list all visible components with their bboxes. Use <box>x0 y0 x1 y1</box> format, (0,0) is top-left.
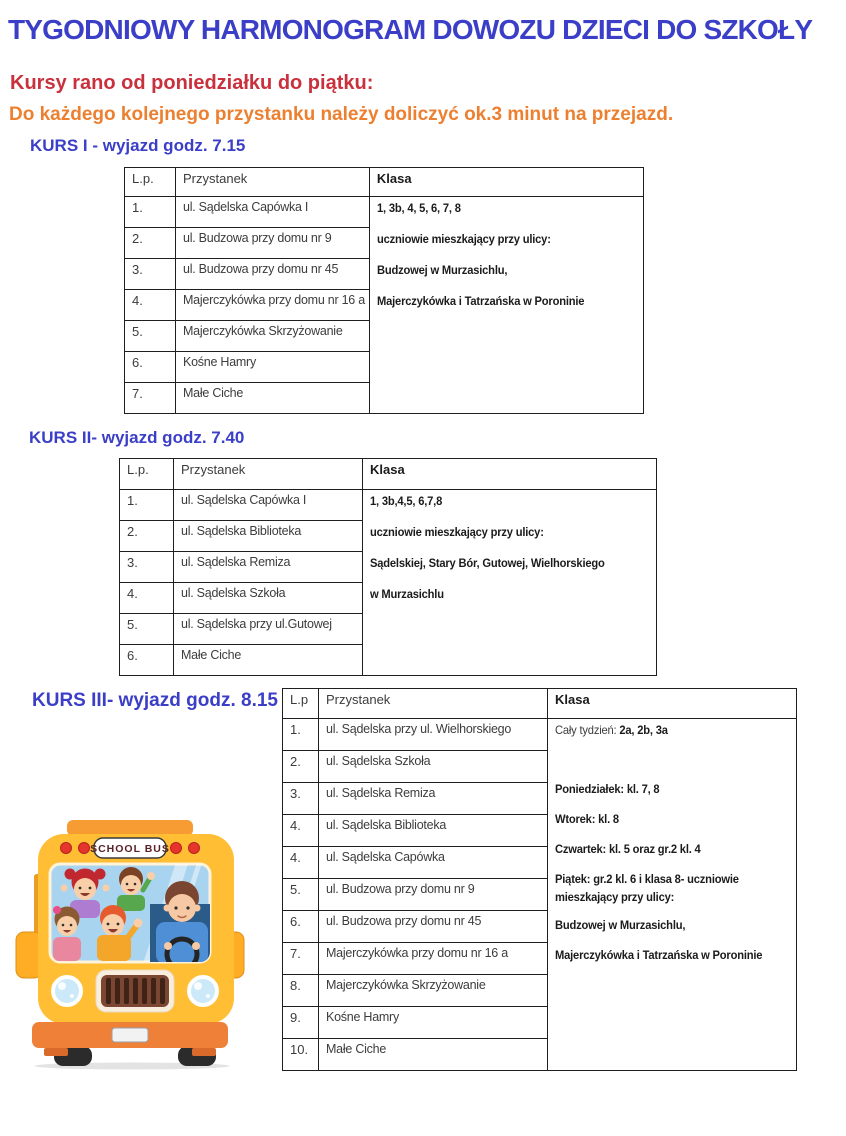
lp-header: L.p <box>283 689 319 719</box>
table-header-row <box>125 168 644 197</box>
stop-cell: ul. Sądelska Biblioteka <box>319 815 548 847</box>
stop-cell: Kośne Hamry <box>176 352 370 383</box>
lp-cell: 4. <box>125 290 176 321</box>
stop-cell: Małe Ciche <box>319 1039 548 1071</box>
kurs1-table <box>124 167 644 414</box>
kurs3-heading: KURS III- wyjazd godz. 8.15 <box>32 690 278 711</box>
stop-cell: ul. Sądelska Biblioteka <box>174 521 363 552</box>
bus-license-plate <box>112 1028 148 1042</box>
lp-cell: 4. <box>283 847 319 879</box>
klasa-line: Budzowej w Murzasichlu, <box>555 918 686 932</box>
lp-cell: 4. <box>283 815 319 847</box>
klasa-merged-cell <box>363 490 657 676</box>
stop-cell: Majerczykówka Skrzyżowanie <box>319 975 548 1007</box>
stop-cell: ul. Budzowa przy domu nr 45 <box>176 259 370 290</box>
travel-time-note: Do każdego kolejnego przystanku należy doliczyć ok.3 minut na przejazd. <box>9 104 674 125</box>
lp-cell: 5. <box>120 614 174 645</box>
school-bus-sign-text: SCHOOL BUS <box>90 843 170 855</box>
stop-cell: Kośne Hamry <box>319 1007 548 1039</box>
stop-cell: ul. Sądelska Szkoła <box>174 583 363 614</box>
stop-cell: Małe Ciche <box>176 383 370 414</box>
lp-cell: 9. <box>283 1007 319 1039</box>
klasa-line: w Murzasichlu <box>370 587 444 601</box>
lp-cell: 2. <box>283 751 319 783</box>
lp-cell: 5. <box>283 879 319 911</box>
table-header-row <box>283 689 797 719</box>
klasa-merged-cell <box>548 719 797 1071</box>
lp-cell: 6. <box>120 645 174 676</box>
lp-cell: 5. <box>125 321 176 352</box>
stop-cell: ul. Sądelska Szkoła <box>319 751 548 783</box>
bus-grill <box>96 970 174 1012</box>
kurs2-table <box>119 458 657 676</box>
page-title: TYGODNIOWY HARMONOGRAM DOWOZU DZIECI DO SZKOŁY <box>8 14 813 45</box>
klasa-line: mieszkający przy ulicy: <box>555 890 675 904</box>
stop-cell: ul. Budzowa przy domu nr 9 <box>319 879 548 911</box>
lp-cell: 4. <box>120 583 174 614</box>
klasa-header: Klasa <box>363 459 657 490</box>
lp-cell: 3. <box>120 552 174 583</box>
full-week-label: Cały tydzień: <box>555 723 620 737</box>
klasa-line: Budzowej w Murzasichlu, <box>376 263 508 277</box>
lp-cell: 1. <box>125 197 176 228</box>
lp-header: L.p. <box>125 168 176 197</box>
table-header-row <box>120 459 657 490</box>
klasa-header: Klasa <box>548 689 797 719</box>
klasa-line: uczniowie mieszkający przy ulicy: <box>370 525 544 539</box>
stop-cell: ul. Sądelska Remiza <box>174 552 363 583</box>
klasa-line: Majerczykówka i Tatrzańska w Poroninie <box>376 294 585 308</box>
stop-cell: Majerczykówka Skrzyżowanie <box>176 321 370 352</box>
table-row <box>120 490 657 521</box>
stop-header: Przystanek <box>176 168 370 197</box>
stop-cell: ul. Sądelska przy ul. Wielhorskiego <box>319 719 548 751</box>
stop-cell: Małe Ciche <box>174 645 363 676</box>
table-row <box>283 719 797 751</box>
stop-cell: Majerczykówka przy domu nr 16 a <box>319 943 548 975</box>
stop-cell: Majerczykówka przy domu nr 16 a <box>176 290 370 321</box>
bus-headlight-left <box>53 977 81 1005</box>
stop-cell: ul. Budzowa przy domu nr 9 <box>176 228 370 259</box>
bus-bumper <box>32 1022 228 1056</box>
stop-cell: ul. Sądelska przy ul.Gutowej <box>174 614 363 645</box>
lp-cell: 2. <box>120 521 174 552</box>
lp-header: L.p. <box>120 459 174 490</box>
klasa-line: Piątek: gr.2 kl. 6 i klasa 8- uczniowie <box>555 872 739 886</box>
lp-cell: 8. <box>283 975 319 1007</box>
bus-headlight-right <box>189 977 217 1005</box>
klasa-header: Klasa <box>369 168 643 197</box>
klasa-line: Majerczykówka i Tatrzańska w Poroninie <box>555 948 763 962</box>
stop-cell: ul. Sądelska Capówka I <box>176 197 370 228</box>
lp-cell: 7. <box>125 383 176 414</box>
klasa-merged-cell <box>369 197 643 414</box>
klasa-line: 1, 3b, 4, 5, 6, 7, 8 <box>376 201 461 215</box>
lp-cell: 3. <box>125 259 176 290</box>
klasa-line: Czwartek: kl. 5 oraz gr.2 kl. 4 <box>555 842 701 856</box>
kurs3-table <box>282 688 797 1071</box>
stop-cell: ul. Sądelska Capówka <box>319 847 548 879</box>
school-bus-illustration <box>10 818 250 1070</box>
stop-cell: ul. Budzowa przy domu nr 45 <box>319 911 548 943</box>
lp-cell: 10. <box>283 1039 319 1071</box>
klasa-line: Poniedziałek: kl. 7, 8 <box>555 782 660 796</box>
lp-cell: 2. <box>125 228 176 259</box>
kurs2-heading: KURS II- wyjazd godz. 7.40 <box>29 428 245 447</box>
klasa-line: uczniowie mieszkający przy ulicy: <box>376 232 551 246</box>
kurs1-heading: KURS I - wyjazd godz. 7.15 <box>30 136 246 155</box>
stop-header: Przystanek <box>319 689 548 719</box>
school-bus-svg <box>10 818 250 1070</box>
stop-cell: ul. Sądelska Remiza <box>319 783 548 815</box>
table-row <box>125 197 644 228</box>
bus-sign <box>90 838 170 858</box>
full-week-classes: 2a, 2b, 3a <box>619 723 668 737</box>
klasa-line: 1, 3b,4,5, 6,7,8 <box>370 494 443 508</box>
klasa-line-full-week <box>555 722 775 739</box>
stop-header: Przystanek <box>174 459 363 490</box>
lp-cell: 3. <box>283 783 319 815</box>
subtitle-morning-courses: Kursy rano od poniedziałku do piątku: <box>10 72 374 94</box>
lp-cell: 1. <box>120 490 174 521</box>
klasa-line: Sądelskiej, Stary Bór, Gutowej, Wielhorskiego <box>370 556 605 570</box>
klasa-line: Wtorek: kl. 8 <box>555 812 619 826</box>
bus-roof <box>67 820 193 836</box>
lp-cell: 7. <box>283 943 319 975</box>
lp-cell: 6. <box>283 911 319 943</box>
lp-cell: 1. <box>283 719 319 751</box>
lp-cell: 6. <box>125 352 176 383</box>
stop-cell: ul. Sądelska Capówka I <box>174 490 363 521</box>
